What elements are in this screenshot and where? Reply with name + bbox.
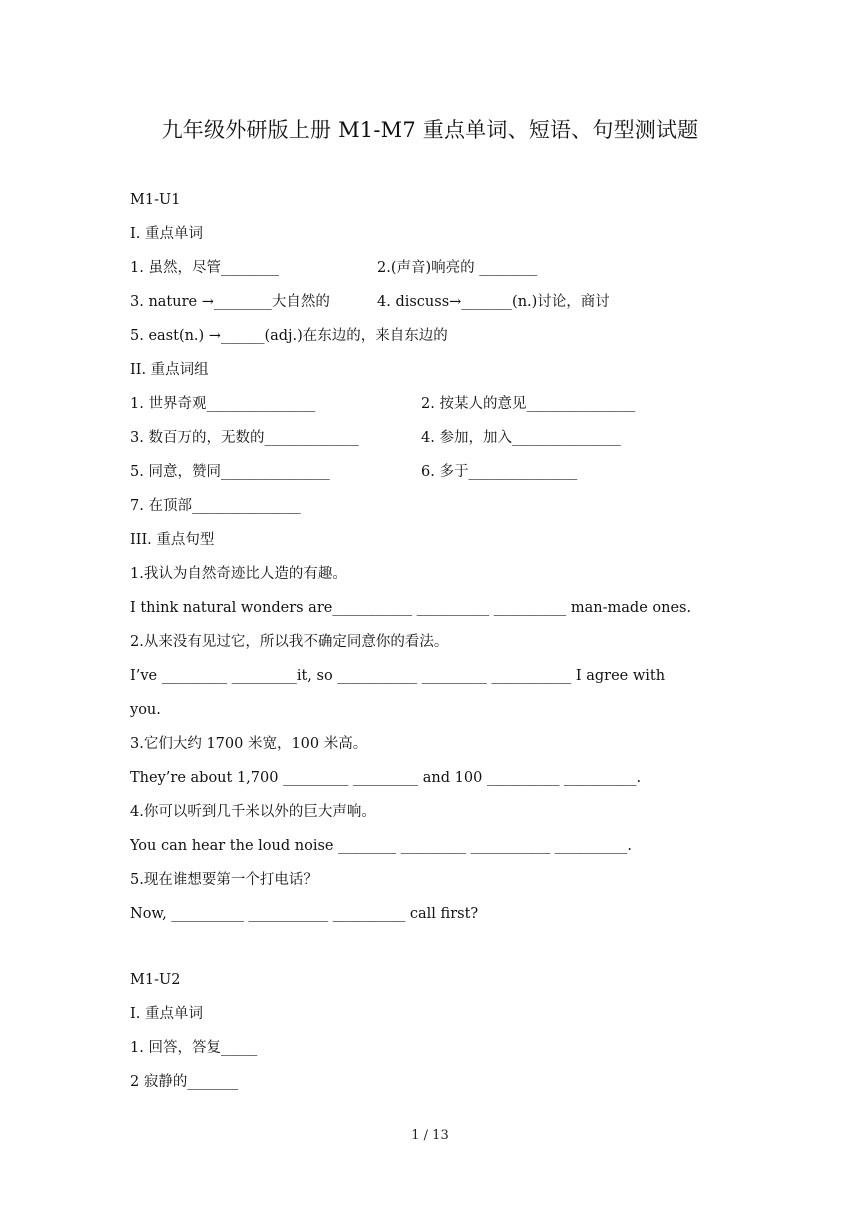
sentence-3-chinese: 3.它们大约 1700 米宽，100 米高。 xyxy=(130,736,368,752)
word-item-1: 1. 虽然，尽管________ xyxy=(130,260,279,276)
sentence-4-chinese: 4.你可以听到几千米以外的巨大声响。 xyxy=(130,804,376,820)
page-number: 1 / 13 xyxy=(411,1128,449,1143)
sentences-heading: III. 重点句型 xyxy=(130,532,215,548)
phrase-item-1: 1. 世界奇观_______________ xyxy=(130,396,316,412)
sentence-1-chinese: 1.我认为自然奇迹比人造的有趣。 xyxy=(130,566,347,582)
phrase-item-3: 3. 数百万的，无数的_____________ xyxy=(130,430,359,446)
phrase-item-5: 5. 同意，赞同_______________ xyxy=(130,464,330,480)
section-heading-m1-u2: M1-U2 xyxy=(130,972,181,988)
phrase-item-2: 2. 按某人的意见_______________ xyxy=(421,396,636,412)
sentence-5-english: Now, __________ ___________ __________ call first? xyxy=(130,906,479,922)
sentence-4-english: You can hear the loud noise ________ _________ ___________ __________. xyxy=(130,838,633,854)
phrase-item-7: 7. 在顶部_______________ xyxy=(130,498,301,514)
page-title: 九年级外研版上册 M1-M7 重点单词、短语、句型测试题 xyxy=(161,118,699,142)
sentence-2-english: I’ve _________ _________it, so ___________ _________ ___________ I agree with xyxy=(130,668,666,684)
phrases-heading: II. 重点词组 xyxy=(130,362,209,378)
sentence-2-chinese: 2.从来没有见过它，所以我不确定同意你的看法。 xyxy=(130,634,449,650)
phrase-item-4: 4. 参加，加入_______________ xyxy=(421,430,621,446)
section-heading-m1-u1: M1-U1 xyxy=(130,192,181,208)
word-item-4: 4. discuss→_______(n.)讨论，商讨 xyxy=(377,294,610,310)
words-heading-2: I. 重点单词 xyxy=(130,1006,203,1022)
word-item-u2-2: 2 寂静的_______ xyxy=(130,1074,239,1090)
words-heading: I. 重点单词 xyxy=(130,226,203,242)
phrase-item-6: 6. 多于_______________ xyxy=(421,464,578,480)
sentence-3-english: They’re about 1,700 _________ _________ and 100 __________ __________. xyxy=(130,770,642,786)
sentence-1-english: I think natural wonders are___________ __________ __________ man-made ones. xyxy=(130,600,692,616)
word-item-u2-1: 1. 回答，答复_____ xyxy=(130,1040,258,1056)
word-item-2: 2.(声音)响亮的 ________ xyxy=(377,260,538,276)
sentence-2-english-cont: you. xyxy=(130,702,161,718)
word-item-3: 3. nature →________大自然的 xyxy=(130,294,330,310)
sentence-5-chinese: 5.现在谁想要第一个打电话？ xyxy=(130,872,318,888)
word-item-5: 5. east(n.) →______(adj.)在东边的，来自东边的 xyxy=(130,328,448,344)
